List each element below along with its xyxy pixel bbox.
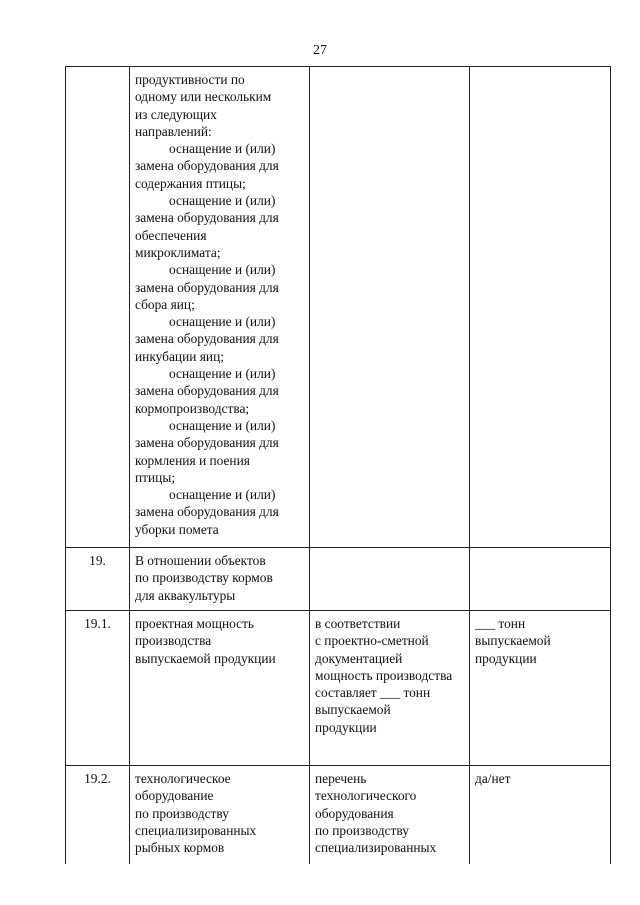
- object-text-line: замена оборудования для: [135, 504, 279, 520]
- requirement-text-line: документацией: [315, 650, 403, 666]
- requirement-cell: [310, 67, 470, 548]
- table-body: [66, 67, 611, 864]
- object-text-line: сбора яиц;: [135, 296, 195, 312]
- object-text-line: кормления и поения: [135, 452, 250, 468]
- row-number-cell: [66, 67, 130, 548]
- object-text-line: по производству: [135, 805, 229, 821]
- object-text-line: В отношении объектов: [135, 553, 266, 568]
- row-number-cell: [66, 548, 130, 611]
- object-text-line: оснащение и (или): [169, 141, 276, 157]
- requirement-text-line: технологического: [315, 788, 417, 804]
- object-text-line: рыбных кормов: [135, 840, 225, 856]
- requirement-text-line: мощность производства: [315, 667, 453, 683]
- row-number-cell: [66, 766, 130, 864]
- object-text-line: по производству кормов: [135, 570, 273, 586]
- object-text-line: одному или нескольким: [135, 89, 272, 105]
- object-text-line: замена оборудования для: [135, 158, 279, 174]
- object-text-line: специализированных: [135, 822, 257, 838]
- object-text-line: птицы;: [135, 469, 176, 485]
- requirement-text-line: специализированных: [315, 840, 437, 856]
- object-text-line: производства: [135, 633, 212, 649]
- row-number: 19.2.: [84, 771, 111, 786]
- value-cell: [470, 611, 611, 766]
- object-text-line: для аквакультуры: [135, 587, 236, 603]
- requirement-text-line: перечень: [315, 771, 367, 786]
- page-number: 27: [313, 43, 327, 58]
- object-text-line: замена оборудования для: [135, 435, 279, 451]
- object-text-line: технологическое: [135, 771, 231, 786]
- value-cell: [470, 548, 611, 611]
- object-text-line: оснащение и (или): [169, 417, 276, 433]
- object-text-line: оснащение и (или): [169, 366, 276, 382]
- requirement-cell: [310, 611, 470, 766]
- row-number: 19.1.: [84, 616, 111, 631]
- row-number: 19.: [89, 553, 106, 568]
- object-text-line: выпускаемой продукции: [135, 650, 276, 666]
- requirement-text-line: выпускаемой: [315, 702, 391, 718]
- requirement-text-line: продукции: [315, 719, 377, 735]
- object-cell: [130, 548, 310, 611]
- object-text-line: замена оборудования для: [135, 279, 279, 295]
- requirement-text-line: с проектно-сметной: [315, 633, 429, 649]
- object-text-line: микроклимата;: [135, 244, 221, 260]
- value-text-line: продукции: [475, 650, 537, 666]
- object-text-line: замена оборудования для: [135, 210, 279, 226]
- object-text-line: содержания птицы;: [135, 175, 246, 191]
- object-cell: [130, 766, 310, 864]
- object-cell: [130, 67, 310, 548]
- table-row: [66, 611, 611, 766]
- table-row: [66, 67, 611, 548]
- requirement-text-line: составляет ___ тонн: [315, 685, 431, 701]
- object-text-line: направлений:: [135, 123, 212, 139]
- object-text-line: оснащение и (или): [169, 193, 276, 209]
- object-text-line: проектная мощность: [135, 616, 255, 631]
- object-text-line: оснащение и (или): [169, 314, 276, 330]
- requirement-cell: [310, 766, 470, 864]
- requirement-cell: [310, 548, 470, 611]
- value-text-line: ___ тонн: [475, 616, 526, 631]
- value-cell: [470, 766, 611, 864]
- value-text-line: да/нет: [475, 771, 511, 786]
- table-row: [66, 766, 611, 864]
- object-text-line: из следующих: [135, 106, 217, 122]
- object-text-line: обеспечения: [135, 227, 207, 243]
- object-text-line: кормопроизводства;: [135, 400, 250, 416]
- object-text-line: оборудование: [135, 788, 214, 804]
- requirements-table: [65, 66, 611, 864]
- object-text-line: замена оборудования для: [135, 331, 279, 347]
- object-cell: [130, 611, 310, 766]
- value-text-line: выпускаемой: [475, 633, 551, 649]
- object-text-line: продуктивности по: [135, 72, 245, 87]
- requirement-text-line: в соответствии: [315, 616, 401, 631]
- object-text-line: оснащение и (или): [169, 262, 276, 278]
- row-number-cell: [66, 611, 130, 766]
- value-cell: [470, 67, 611, 548]
- requirement-text-line: оборудования: [315, 805, 394, 821]
- object-text-line: оснащение и (или): [169, 487, 276, 503]
- object-text-line: инкубации яиц;: [135, 348, 224, 364]
- table-row: [66, 548, 611, 611]
- requirement-text-line: по производству: [315, 822, 409, 838]
- object-text-line: замена оборудования для: [135, 383, 279, 399]
- object-text-line: уборки помета: [135, 521, 219, 537]
